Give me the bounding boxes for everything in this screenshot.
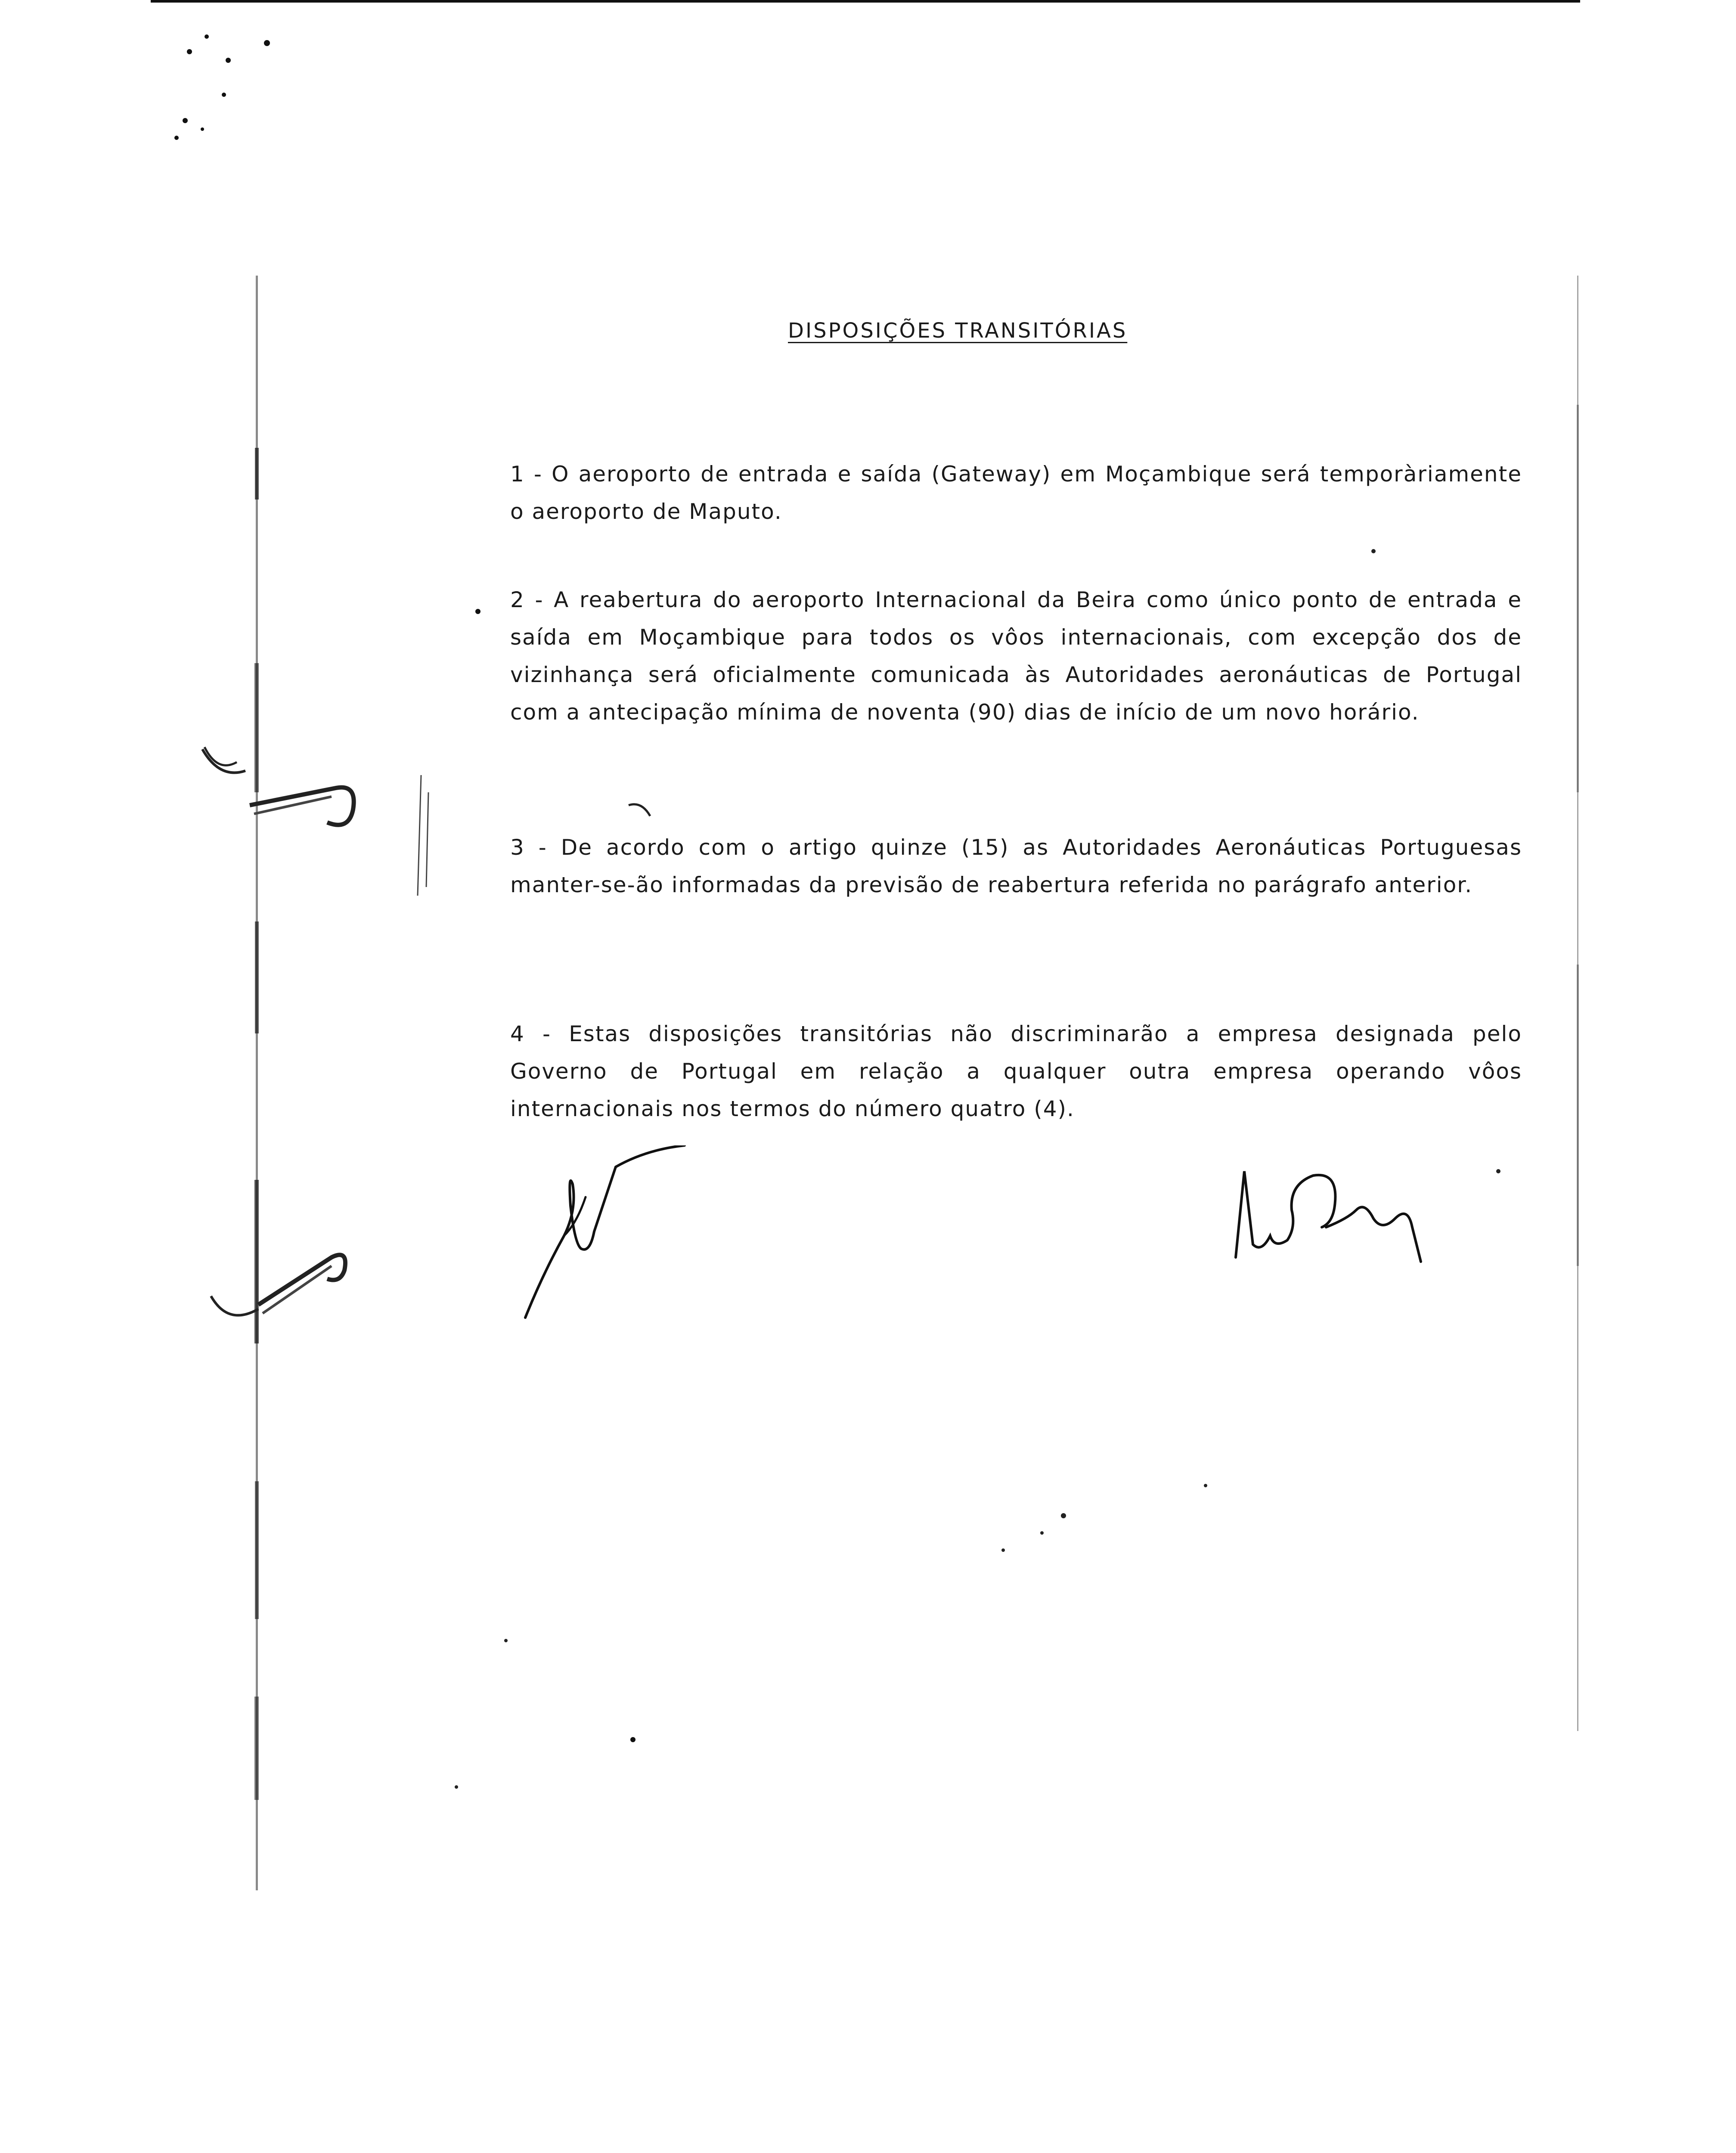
clause-4: 4 - Estas disposições transitórias não discriminarão a empresa designada pelo Governo de Portugal em relação a qualquer outra empresa operando vôos internacionais nos termos do número quatro (4). [510,1021,1522,1121]
clause-1: 1 - O aeroporto de entrada e saída (Gateway) em Moçambique será temporàriamente o aeroporto de Maputo. [510,462,1522,524]
clause-2: 2 - A reabertura do aeroporto Internacional da Beira como único ponto de entrada e saída em Moçambique para todos os vôos internacionais, com excepção dos de vizinhança será oficialmente comunicada às Autoridades aeronáuticas de Portugal com a antecipação mínima de noventa (90) dias de início de um novo horário. [510,587,1522,725]
signature-right [1227,1158,1451,1296]
clause-3: 3 - De acordo com o artigo quinze (15) as Autoridades Aeronáuticas Portuguesas manter-se-ão informadas da previsão de reabertura referida no parágrafo anterior. [510,835,1522,897]
document-title: DISPOSIÇÕES TRANSITÓRIAS [788,319,1128,343]
signature-left [517,1145,741,1326]
